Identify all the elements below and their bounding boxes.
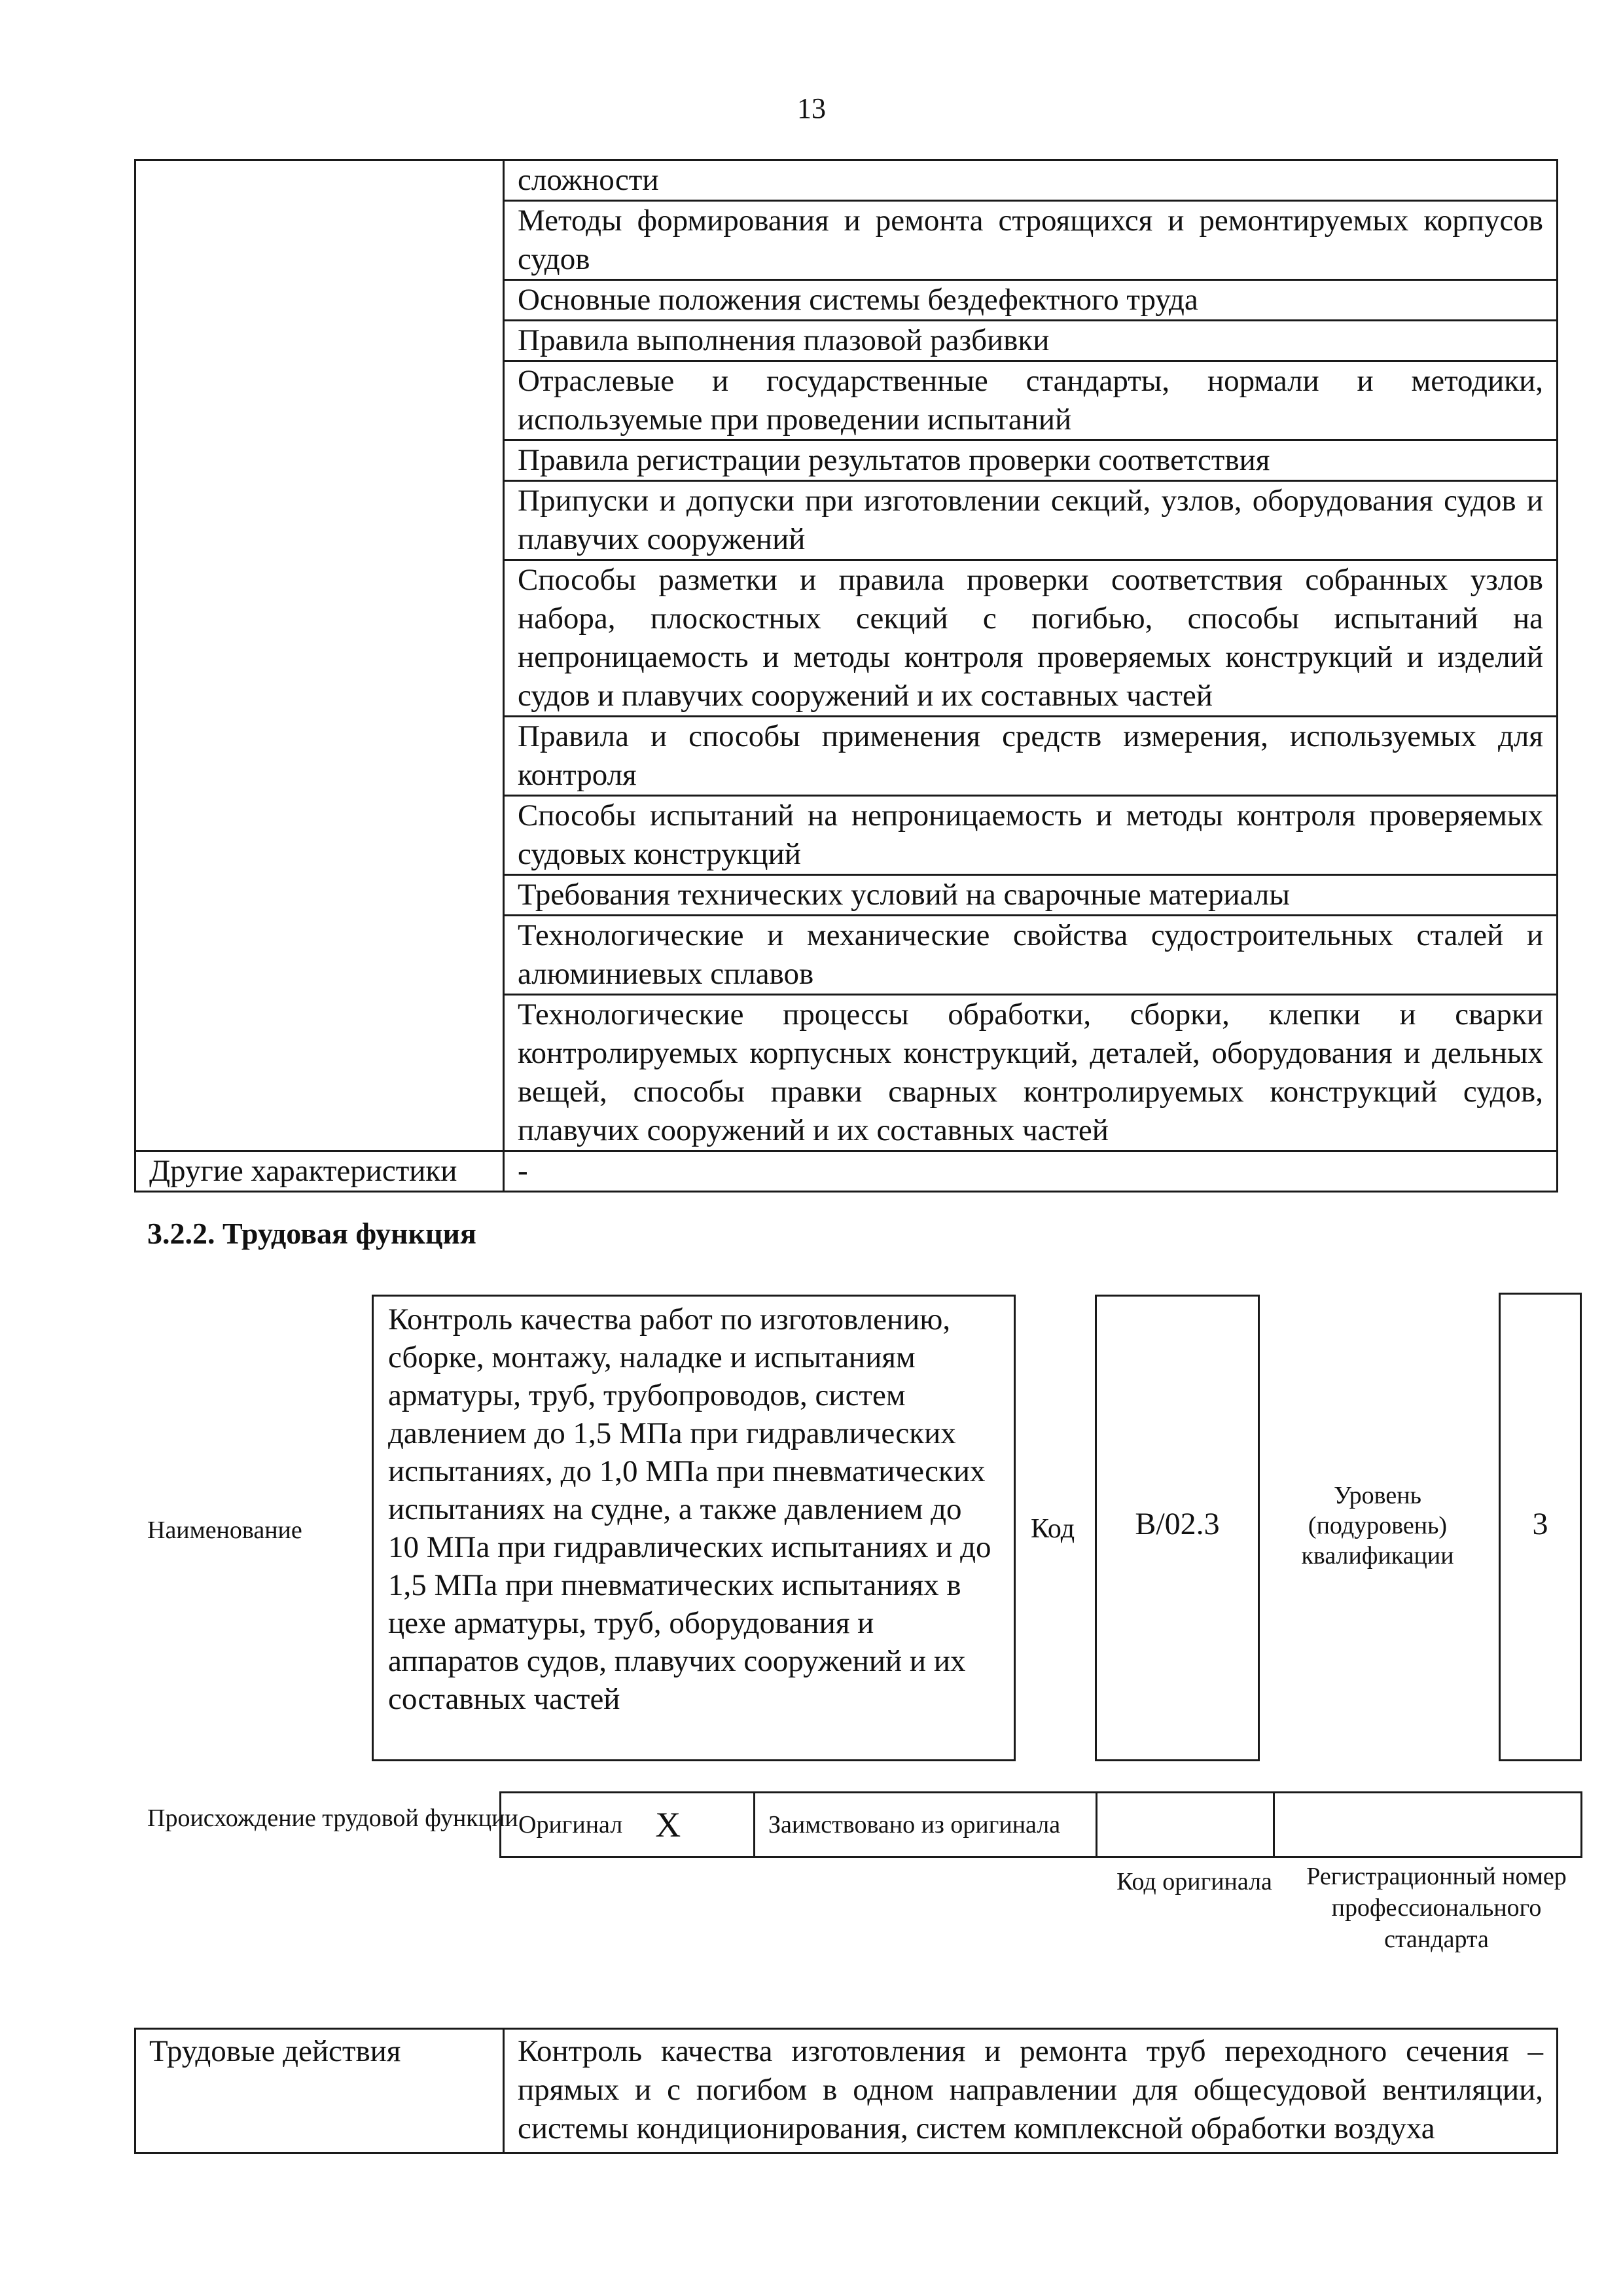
origin-label: Происхождение трудовой функции xyxy=(147,1804,518,1832)
other-characteristics-label: Другие характеристики xyxy=(135,1151,504,1192)
origin-original-cell xyxy=(501,1793,755,1857)
code-value: В/02.3 xyxy=(1135,1507,1220,1541)
table-cell: Технологические и механические свойства судостроительных сталей и алюминиевых сплавов xyxy=(504,916,1558,995)
name-box: Контроль качества работ по изготовлению, сборке, монтажу, наладке и испытаниям арматуры, труб, трубопроводов, систем давлением до 1,5 МПа при гидравлических испытаниях, до 1,0 МПа при пневматических испытаниях на судне, а также давлением до 10 МПа при гидравлических испытаниях и до 1,5 МПа при пневматических испытаниях в цехе арматуры, труб, оборудования и аппаратов судов, плавучих сооружений и их составных частей xyxy=(372,1295,1016,1761)
table-row xyxy=(135,160,1558,201)
table-cell: Технологические процессы обработки, сборки, клепки и сварки контролируемых корпусных конструкций, деталей, оборудования и дельных вещей, способы правки сварных контролируемых конструкций судов, плавучих сооружений и их составных частей xyxy=(504,995,1558,1151)
original-code-caption: Код оригинала xyxy=(1116,1868,1272,1895)
table-row xyxy=(135,2029,1558,2153)
origin-code-cell xyxy=(1097,1793,1274,1857)
code-label: Код xyxy=(1031,1514,1075,1544)
level-label: Уровень (подуровень) квалификации xyxy=(1301,1482,1454,1570)
table-cell: Основные положения системы бездефектного труда xyxy=(504,280,1558,321)
labor-actions-table xyxy=(134,2028,1558,2154)
table-cell: сложности xyxy=(504,160,1558,201)
table-cell: Отраслевые и государственные стандарты, нормали и методики, используемые при проведении испытаний xyxy=(504,361,1558,440)
table-cell: Методы формирования и ремонта строящихся и ремонтируемых корпусов судов xyxy=(504,201,1558,280)
table-cell: Способы испытаний на непроницаемость и методы контроля проверяемых судовых конструкций xyxy=(504,796,1558,875)
origin-reg-cell xyxy=(1274,1793,1582,1857)
labor-actions-value: Контроль качества изготовления и ремонта труб переходного сечения – прямых и с погибом в одном направлении для общесудовой вентиляции, системы кондиционирования, систем комплексной обработки воздуха xyxy=(504,2029,1558,2153)
labor-actions-label: Трудовые действия xyxy=(135,2029,504,2153)
origin-table xyxy=(499,1791,1582,1858)
knowledge-label-cell xyxy=(135,160,504,1151)
table-cell: Правила выполнения плазовой разбивки xyxy=(504,321,1558,361)
table-cell: Правила и способы применения средств измерения, используемых для контроля xyxy=(504,717,1558,796)
table-cell: Требования технических условий на сварочные материалы xyxy=(504,875,1558,916)
name-label: Наименование xyxy=(147,1516,302,1544)
knowledge-table xyxy=(134,159,1558,1193)
table-cell: Способы разметки и правила проверки соответствия собранных узлов набора, плоскостных секций с погибью, способы испытаний на непроницаемость и методы контроля проверяемых конструкций и изделий судов и плавучих сооружений и их составных частей xyxy=(504,560,1558,717)
table-cell: Правила регистрации результатов проверки соответствия xyxy=(504,440,1558,481)
original-mark: X xyxy=(655,1805,681,1844)
table-row xyxy=(135,1151,1558,1192)
original-label: Оригинал xyxy=(518,1811,623,1839)
page-number: 13 xyxy=(797,92,826,124)
table-cell: Припуски и допуски при изготовлении секций, узлов, оборудования судов и плавучих сооружений xyxy=(504,481,1558,560)
other-characteristics-value: - xyxy=(504,1151,1558,1192)
level-value: 3 xyxy=(1532,1507,1548,1541)
borrowed-label: Заимствовано из оригинала xyxy=(768,1811,1061,1839)
table-row xyxy=(501,1793,1582,1857)
registration-number-caption: Регистрационный номер профессионального стандарта xyxy=(1306,1863,1567,1953)
section-title: 3.2.2. Трудовая функция xyxy=(147,1217,476,1250)
origin-borrowed-cell xyxy=(755,1793,1097,1857)
